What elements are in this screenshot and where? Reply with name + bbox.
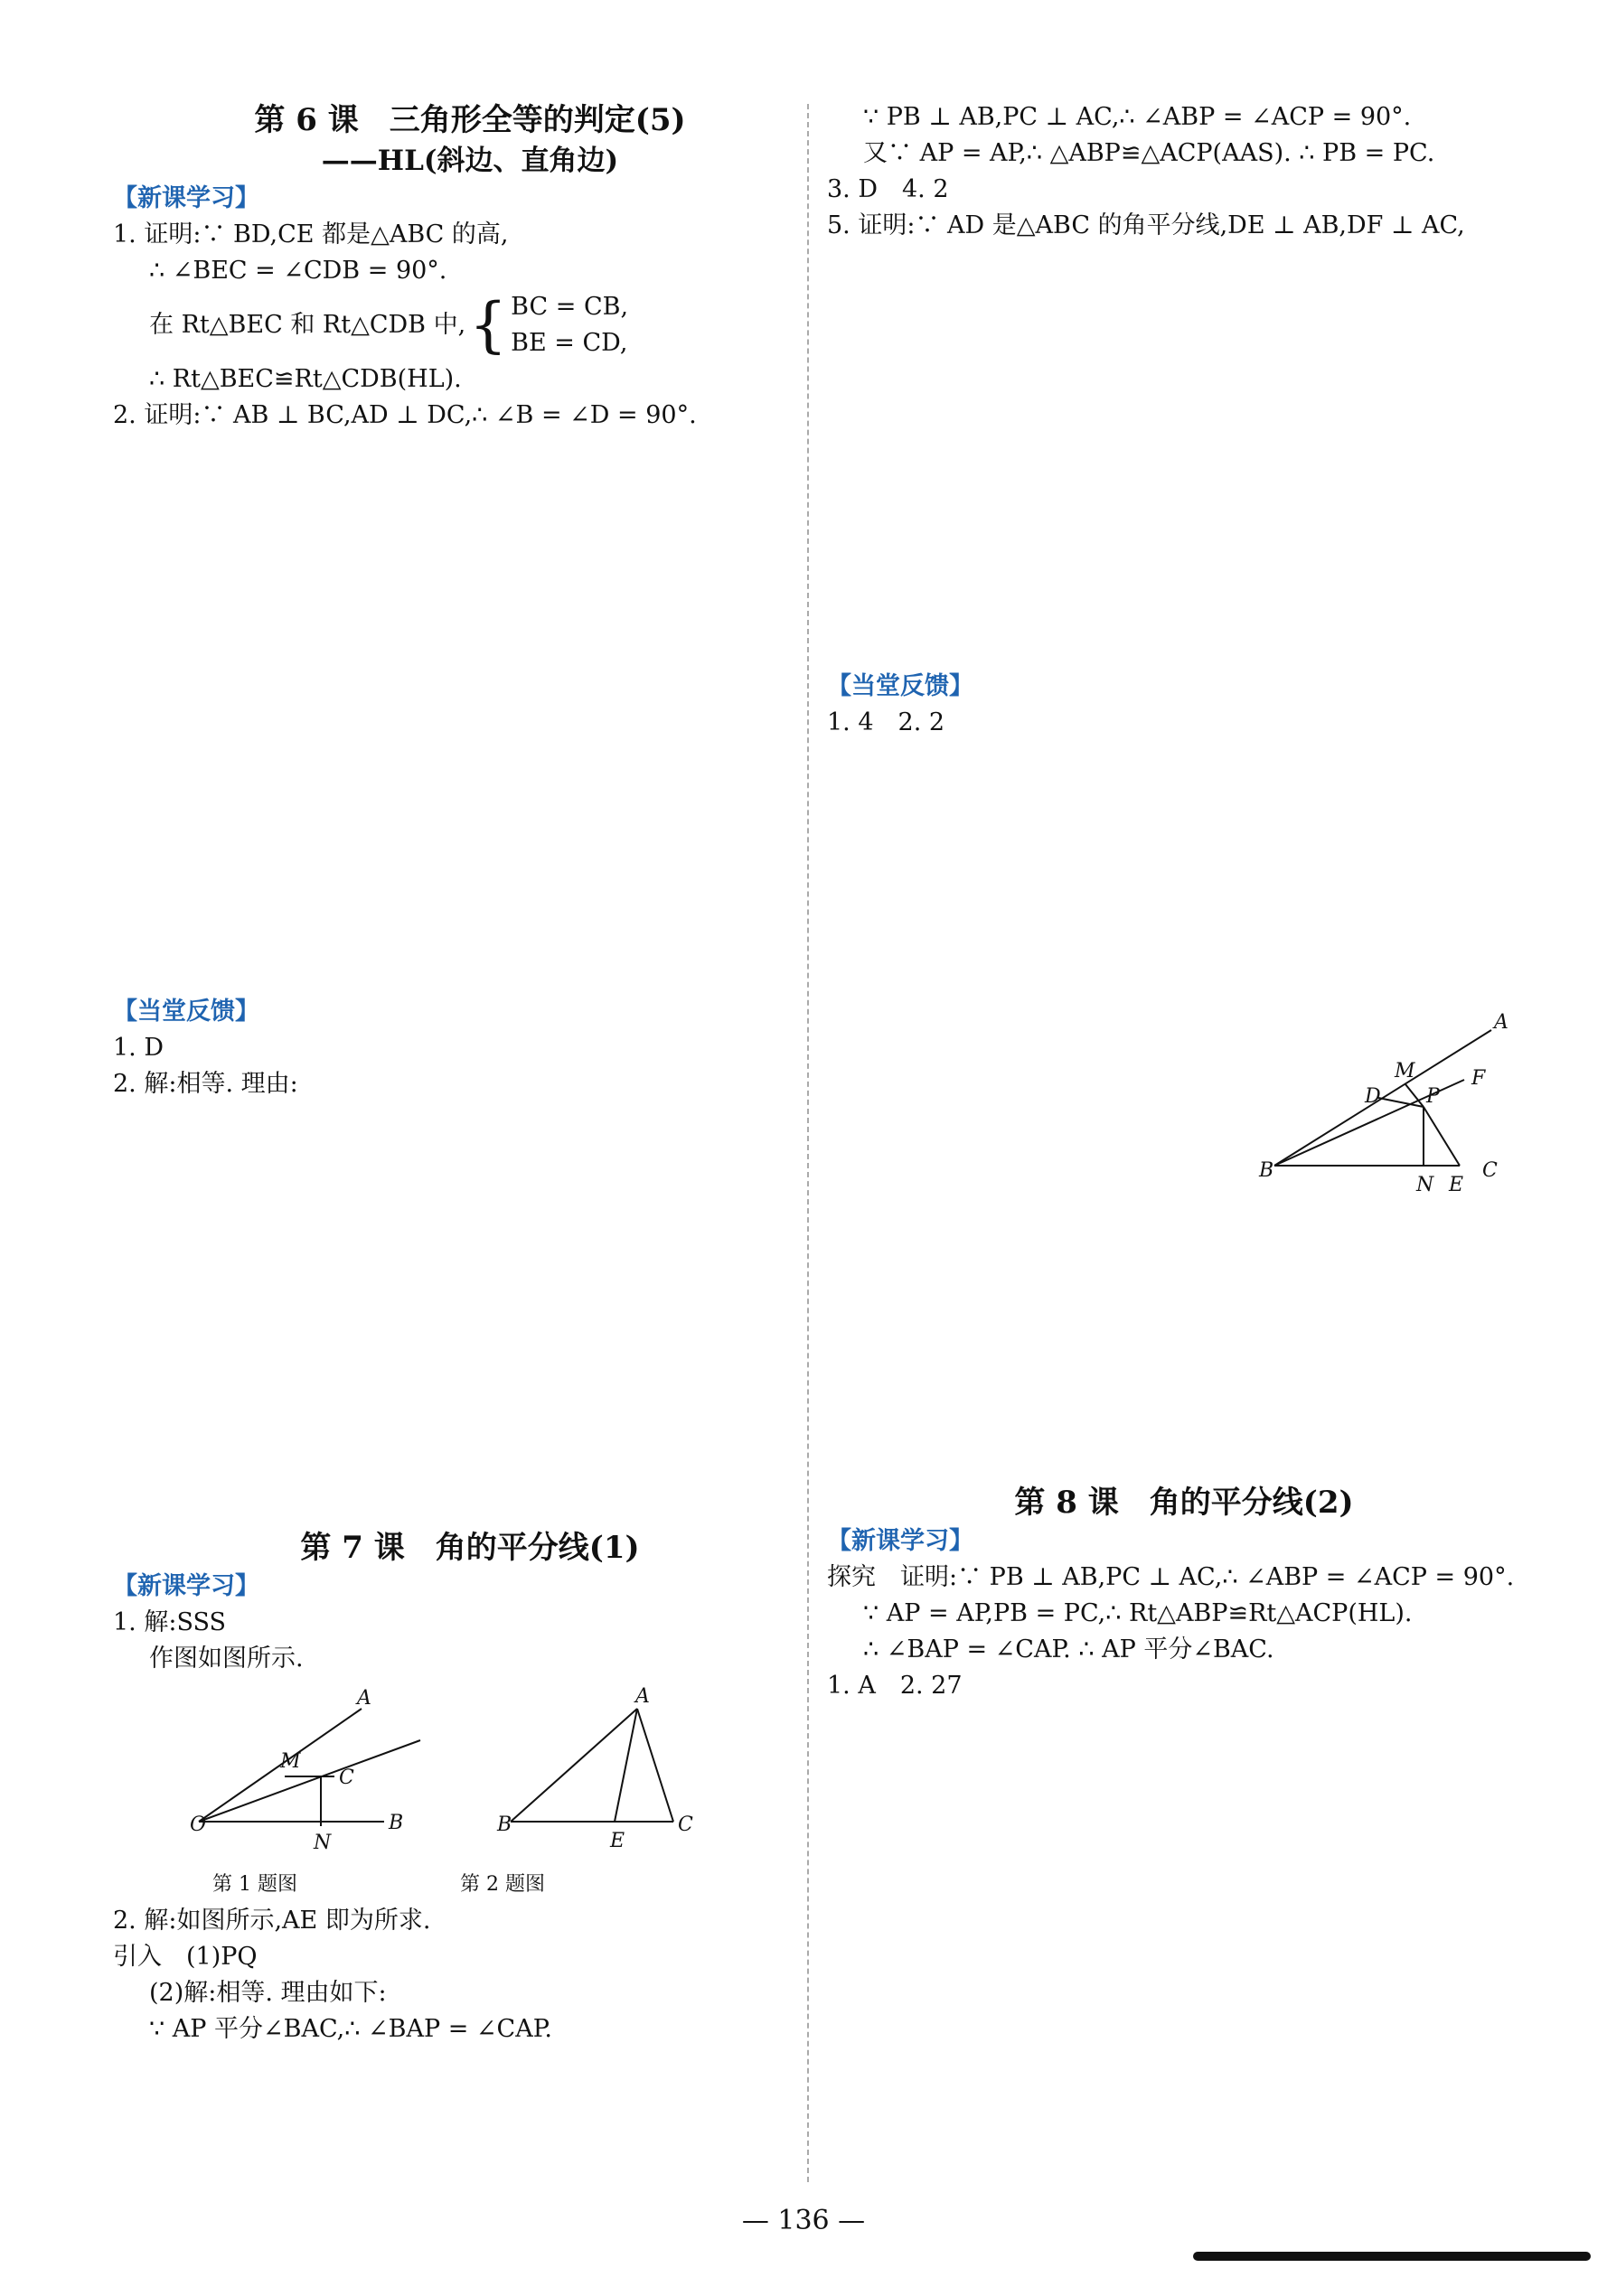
section-new-learning-7: 【新课学习】 (113, 1572, 259, 1600)
page-number: — 136 — (741, 2205, 866, 2236)
svg-text:E: E (1449, 1174, 1464, 1196)
svg-text:C: C (678, 1813, 693, 1836)
svg-text:A: A (357, 1687, 371, 1710)
lesson-6-title: 第 6 课 三角形全等的判定(5) (254, 102, 686, 138)
right-column (827, 99, 1541, 1704)
r-fb-1: 1. 4 2. 2 (827, 708, 945, 736)
q1-conclusion: ∴ Rt△BEC≌Rt△CDB(HL). (149, 365, 462, 393)
r-q5: 5. 证明:∵ AD 是△ABC 的角平分线,DE ⊥ AB,DF ⊥ AC, (827, 211, 1465, 239)
svg-text:A: A (635, 1685, 650, 1708)
r-line-1: ∵ PB ⊥ AB,PC ⊥ AC,∴ ∠ABP = ∠ACP = 90°. (863, 103, 1412, 131)
q1-line: 1. 证明:∵ BD,CE 都是△ABC 的高, (113, 220, 509, 248)
svg-text:B: B (389, 1812, 404, 1834)
section-feedback: 【当堂反馈】 (113, 998, 259, 1026)
fb-q2: 2. 解:相等. 理由: (113, 1070, 298, 1098)
l8-explore: 探究 证明:∵ PB ⊥ AB,PC ⊥ AC,∴ ∠ABP = ∠ACP = 90°. (827, 1563, 1515, 1591)
section-new-learning: 【新课学习】 (113, 184, 259, 212)
q1-system (113, 289, 827, 361)
l7-q1-draw: 作图如图所示. (149, 1645, 304, 1673)
l7-intro: 引入 (1)PQ (113, 1943, 258, 1971)
section-feedback-right: 【当堂反馈】 (827, 672, 973, 700)
svg-text:B: B (1259, 1159, 1274, 1182)
q1-system-intro: 在 Rt△BEC 和 Rt△CDB 中, (149, 311, 466, 339)
angle-figure (827, 1012, 1541, 1211)
r-q3-4: 3. D 4. 2 (827, 175, 949, 203)
q2-line: 2. 证明:∵ AB ⊥ BC,AD ⊥ DC,∴ ∠B = ∠D = 90°. (113, 401, 697, 429)
fig1-caption: 第 1 题图 (212, 1873, 297, 1896)
lesson-7-title: 第 7 课 角的平分线(1) (300, 1530, 640, 1566)
svg-text:O: O (190, 1813, 207, 1836)
svg-text:M: M (1395, 1060, 1415, 1082)
svg-text:E: E (610, 1830, 625, 1852)
q1-line-2: ∴ ∠BEC = ∠CDB = 90°. (149, 257, 447, 285)
fb-q1: 1. D (113, 1034, 164, 1062)
column-divider (807, 104, 809, 2182)
bisector-figure (827, 1012, 1541, 1211)
svg-text:F: F (1471, 1067, 1486, 1090)
lesson-6-subtitle: ——HL(斜边、直角边) (321, 145, 619, 177)
l8-q1-2: 1. A 2. 27 (827, 1672, 963, 1700)
svg-text:B: B (497, 1813, 512, 1836)
svg-text:M: M (280, 1750, 301, 1773)
construction-figures (113, 1677, 746, 1867)
svg-text:A: A (1494, 1012, 1508, 1034)
left-column (113, 99, 827, 2048)
q1-eq-2: BE = CD, (511, 329, 628, 357)
svg-text:C: C (339, 1767, 354, 1789)
l8-explore-3: ∴ ∠BAP = ∠CAP. ∴ AP 平分∠BAC. (863, 1635, 1274, 1663)
svg-text:N: N (314, 1832, 332, 1854)
l8-explore-2: ∵ AP = AP,PB = PC,∴ Rt△ABP≌Rt△ACP(HL). (863, 1599, 1413, 1627)
l7-intro-3: ∵ AP 平分∠BAC,∴ ∠BAP = ∠CAP. (149, 2015, 552, 2043)
r-line-2: 又∵ AP = AP,∴ △ABP≌△ACP(AAS). ∴ PB = PC. (863, 139, 1435, 167)
svg-text:D: D (1365, 1085, 1381, 1108)
fig2-caption: 第 2 题图 (459, 1873, 545, 1896)
l7-q2: 2. 解:如图所示,AE 即为所求. (113, 1907, 431, 1935)
l7-intro-2: (2)解:相等. 理由如下: (149, 1979, 387, 2007)
q1-eq-1: BC = CB, (511, 293, 629, 321)
brace-symbol: { (469, 290, 508, 360)
svg-text:P: P (1426, 1085, 1440, 1108)
lesson-8-title: 第 8 课 角的平分线(2) (1014, 1485, 1354, 1521)
svg-text:N: N (1416, 1174, 1434, 1196)
footer-bar (1193, 2252, 1591, 2261)
svg-text:C: C (1482, 1159, 1498, 1182)
figures-row (113, 1677, 827, 1867)
l7-q1: 1. 解:SSS (113, 1608, 226, 1636)
section-new-learning-8: 【新课学习】 (827, 1527, 973, 1555)
